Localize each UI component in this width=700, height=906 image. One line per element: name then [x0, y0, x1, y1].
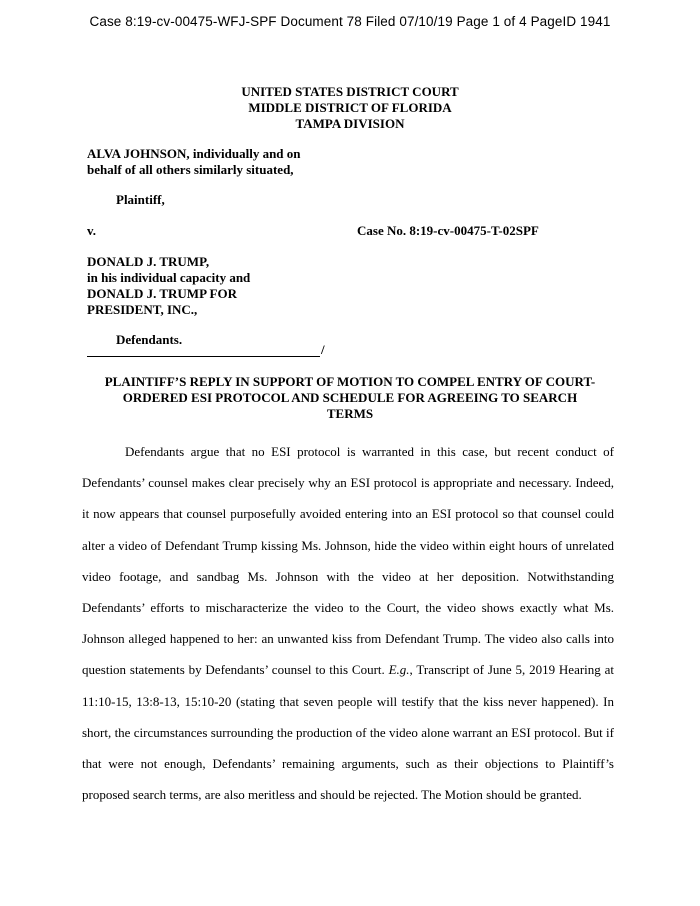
- court-division: TAMPA DIVISION: [295, 116, 405, 131]
- plaintiff-line-1: ALVA JOHNSON, individually and on: [87, 146, 301, 161]
- caption-slash: /: [321, 342, 325, 357]
- plaintiff-line-2: behalf of all others similarly situated,: [87, 162, 294, 177]
- paragraph-text-part-1: Defendants argue that no ESI protocol is warranted in this case, but recent conduct of Defendants’ counsel makes clear precisely why an ESI protocol is appropriate and necessary. Indeed, it now appears that counsel purposefully avoided entering into an ESI protocol so that counsel could alter a video of Defendant Trump kissing Ms. Johnson, hide the video within eight hours of unrelated video footage, and sandbag Ms. Johnson with the video at her deposition. Notwithstanding Defendants’ efforts to mischaracterize the video to the Court, the video shows exactly what Ms. Johnson alleged happened to her: an unwanted kiss from Defendant Trump. The video also calls into question statements by Defendants’ counsel to this Court.: [82, 444, 614, 678]
- filing-header-stamp: Case 8:19-cv-00475-WFJ-SPF Document 78 Filed 07/10/19 Page 1 of 4 PageID 1941: [89, 14, 611, 29]
- citation-signal: E.g.: [388, 662, 410, 678]
- title-line-3: TERMS: [326, 406, 374, 421]
- versus: v.: [87, 223, 97, 238]
- defendant-label: Defendants.: [116, 332, 183, 347]
- court-heading: [0, 84, 700, 132]
- defendant-line-1: DONALD J. TRUMP,: [87, 254, 210, 269]
- defendant-line-3: DONALD J. TRUMP FOR: [87, 286, 237, 301]
- caption-underline: [87, 356, 320, 357]
- title-line-1: PLAINTIFF’S REPLY IN SUPPORT OF MOTION TO COMPEL ENTRY OF COURT-: [104, 374, 596, 389]
- paragraph-text-part-2: , Transcript of June 5, 2019 Hearing at 11:10-15, 13:8-13, 15:10-20 (stating that seven people will testify that the kiss never happened). In short, the circumstances surrounding the production of the video alone warrant an ESI protocol. But if that were not enough, Defendants’ remaining arguments, such as their objections to Plaintiff’s proposed search terms, are also meritless and should be rejected. The Motion should be granted.: [82, 662, 614, 803]
- plaintiff-name: [87, 146, 301, 178]
- defendant-line-4: PRESIDENT, INC.,: [87, 302, 198, 317]
- intro-paragraph: [82, 436, 614, 810]
- plaintiff-label: Plaintiff,: [116, 192, 165, 207]
- defendant-line-2: in his individual capacity and: [87, 270, 251, 285]
- document-title: [82, 374, 618, 422]
- defendant-names: [87, 254, 250, 318]
- court-district: MIDDLE DISTRICT OF FLORIDA: [248, 100, 452, 115]
- court-name: UNITED STATES DISTRICT COURT: [241, 84, 459, 99]
- title-line-2: ORDERED ESI PROTOCOL AND SCHEDULE FOR AGREEING TO SEARCH: [122, 390, 578, 405]
- case-number: Case No. 8:19-cv-00475-T-02SPF: [357, 223, 539, 238]
- body-text: [82, 436, 614, 810]
